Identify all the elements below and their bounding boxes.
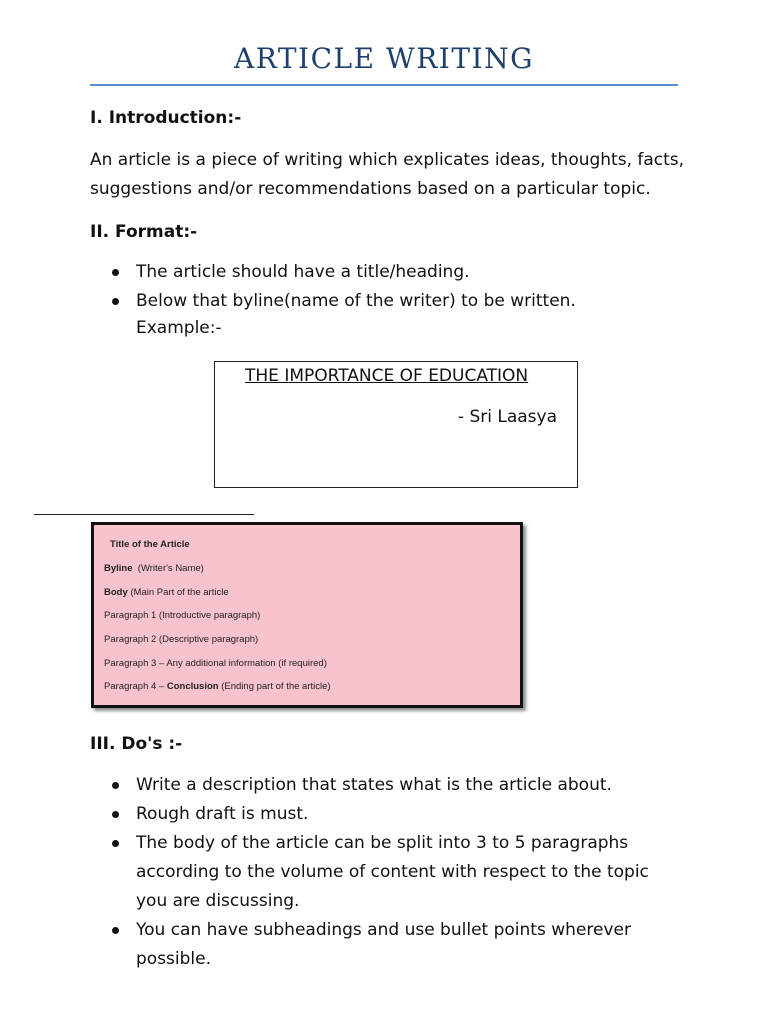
structure-p4-note: (Ending part of the article) bbox=[221, 681, 331, 692]
list-item: You can have subheadings and use bullet points wherever possible. bbox=[108, 916, 678, 974]
structure-body-note: (Main Part of the article bbox=[130, 587, 229, 598]
title-underline bbox=[90, 84, 678, 86]
structure-p4-prefix: Paragraph 4 – bbox=[104, 681, 165, 692]
structure-paragraph-1: Paragraph 1 (Introductive paragraph) bbox=[104, 610, 261, 621]
list-item: The article should have a title/heading. bbox=[108, 258, 678, 287]
structure-byline bbox=[104, 563, 204, 574]
structure-paragraph-3: Paragraph 3 – Any additional information (if required) bbox=[104, 658, 327, 669]
introduction-text: An article is a piece of writing which explicates ideas, thoughts, facts, suggestions and/or recommendations based on a particular topic. bbox=[90, 150, 685, 199]
example-label: Example:- bbox=[136, 318, 222, 338]
article-structure-box bbox=[91, 522, 523, 708]
list-item: Write a description that states what is the article about. bbox=[108, 771, 678, 800]
format-heading: II. Format:- bbox=[90, 222, 198, 242]
introduction-heading: I. Introduction:- bbox=[90, 108, 242, 128]
structure-byline-label: Byline bbox=[104, 563, 133, 574]
structure-p4-bold: Conclusion bbox=[166, 681, 219, 692]
structure-title: Title of the Article bbox=[110, 539, 190, 550]
dos-bullet-list bbox=[108, 771, 678, 974]
list-item: Below that byline(name of the writer) to be written. bbox=[108, 287, 678, 316]
example-box bbox=[214, 361, 578, 488]
structure-paragraph-2: Paragraph 2 (Descriptive paragraph) bbox=[104, 634, 259, 645]
structure-body bbox=[104, 587, 229, 598]
example-article-title: THE IMPORTANCE OF EDUCATION bbox=[245, 366, 529, 386]
example-byline: - Sri Laasya bbox=[457, 407, 557, 427]
format-bullet-list bbox=[108, 258, 678, 316]
divider-line bbox=[34, 514, 254, 515]
structure-body-label: Body bbox=[104, 587, 128, 598]
structure-paragraph-4 bbox=[104, 681, 331, 692]
document-title: ARTICLE WRITING bbox=[234, 42, 534, 75]
list-item: The body of the article can be split into 3 to 5 paragraphs according to the volume of content with respect to the topic you are discussing. bbox=[108, 829, 678, 916]
dos-heading: III. Do's :- bbox=[90, 734, 183, 754]
structure-byline-note: (Writer's Name) bbox=[137, 563, 204, 574]
list-item: Rough draft is must. bbox=[108, 800, 678, 829]
